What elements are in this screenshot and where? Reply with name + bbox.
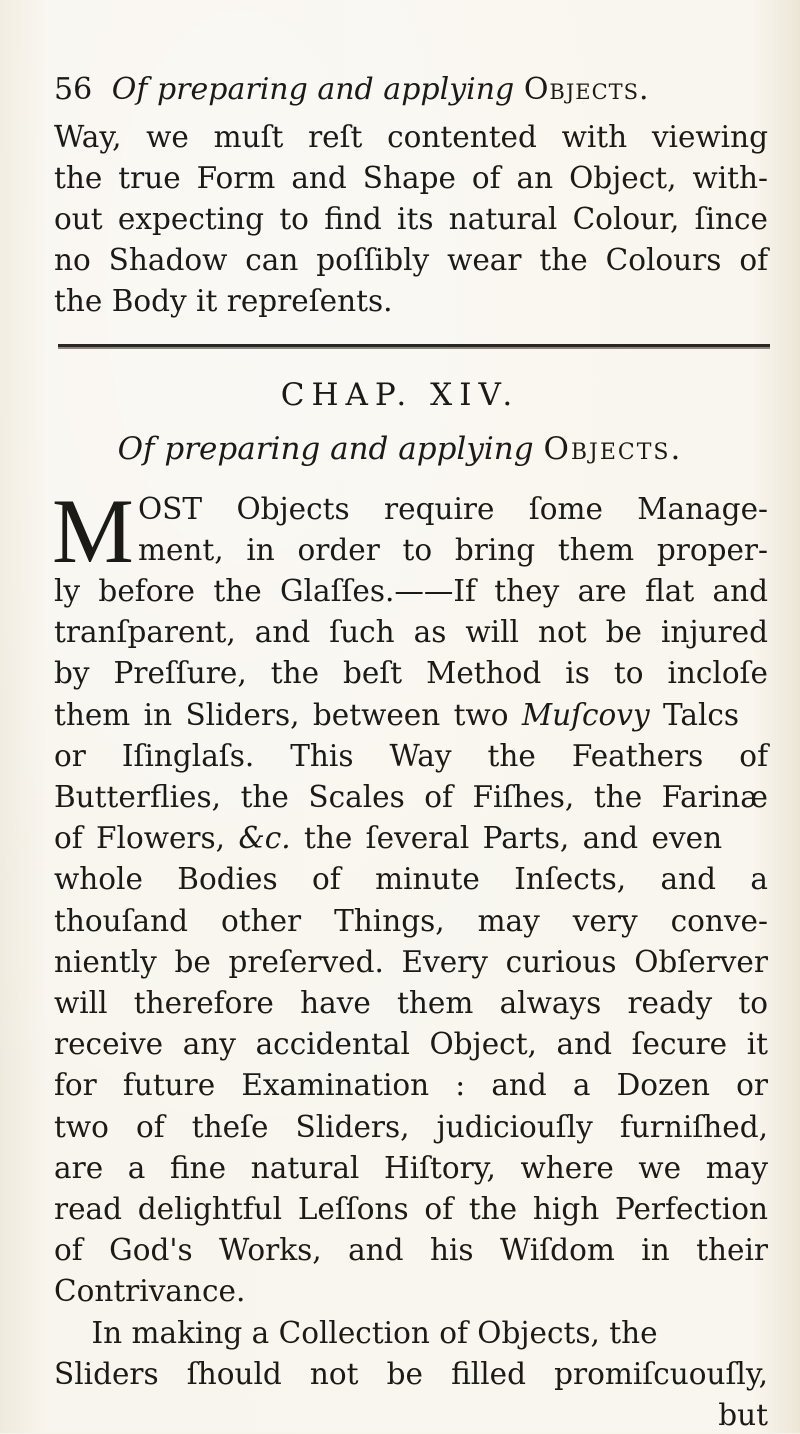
text-line: OST Objects require ſome Manage- bbox=[138, 492, 768, 526]
chapter-title bbox=[0, 430, 800, 468]
text-line: thouſand other Things, may very conve- bbox=[54, 904, 768, 938]
italic-word: &c. bbox=[238, 821, 291, 855]
line-segment: Talcs bbox=[649, 698, 740, 732]
text-line: In making a Collection of Objects, the bbox=[54, 1316, 658, 1350]
text-line: Way, we muſt reſt contented with viewing bbox=[54, 120, 768, 154]
text-line: out expecting to find its natural Colour, ſince bbox=[54, 202, 768, 236]
text-line bbox=[54, 819, 768, 857]
chapter-number: CHAP. XIV. bbox=[280, 377, 520, 413]
text-line: no Shadow can poſſibly wear the Colours of bbox=[54, 243, 768, 277]
text-line: will therefore have them always ready to bbox=[54, 986, 768, 1020]
page-number: 56 bbox=[54, 72, 93, 107]
line-segment: the ſeveral Parts, and even bbox=[290, 821, 723, 855]
text-line: or Iſinglaſs. This Way the Feathers of bbox=[54, 739, 768, 773]
text-line: are a fine natural Hiſtory, where we may bbox=[54, 1151, 768, 1185]
line-segment: of Flowers, bbox=[54, 821, 239, 855]
line-segment: them in Sliders, between two bbox=[54, 698, 522, 732]
text-line: for future Examination : and a Dozen or bbox=[54, 1068, 768, 1102]
text-line: ly before the Glaſſes.——If they are flat and bbox=[54, 574, 768, 608]
text-line: niently be preſerved. Every curious Obſerver bbox=[54, 945, 768, 979]
text-line: the Body it repreſents. bbox=[54, 284, 393, 318]
text-line bbox=[54, 696, 768, 734]
running-title-italic: Of preparing and applying bbox=[111, 72, 515, 107]
drop-capital: M bbox=[52, 480, 134, 582]
running-head bbox=[54, 72, 754, 108]
text-line: Contrivance. bbox=[54, 1274, 246, 1308]
text-line: two of theſe Sliders, judiciouſly furniſhed, bbox=[54, 1110, 768, 1144]
text-line: tranſparent, and ſuch as will not be injured bbox=[54, 615, 768, 649]
text-line: by Preſſure, the beſt Method is to incloſe bbox=[54, 656, 768, 690]
text-line: ment, in order to bring them proper- bbox=[138, 533, 768, 567]
text-line: read delightful Leſſons of the high Perfection bbox=[54, 1192, 768, 1226]
running-title-caps: Objects. bbox=[523, 72, 650, 107]
text-line: the true Form and Shape of an Object, with- bbox=[54, 161, 768, 195]
text-line: receive any accidental Object, and ſecure it bbox=[54, 1027, 768, 1061]
chapter-divider-rule bbox=[58, 344, 770, 347]
chapter-title-italic: Of preparing and applying bbox=[117, 431, 534, 467]
text-line: whole Bodies of minute Inſects, and a bbox=[54, 862, 768, 896]
chapter-title-caps: Objects. bbox=[543, 431, 683, 467]
catchword: but bbox=[718, 1398, 768, 1432]
italic-word: Muſcovy bbox=[521, 698, 650, 732]
text-line: Butterflies, the Scales of Fiſhes, the Farinæ bbox=[54, 780, 768, 814]
text-line: of God's Works, and his Wiſdom in their bbox=[54, 1233, 768, 1267]
text-line: Sliders ſhould not be filled promiſcuouſly, bbox=[54, 1357, 768, 1391]
